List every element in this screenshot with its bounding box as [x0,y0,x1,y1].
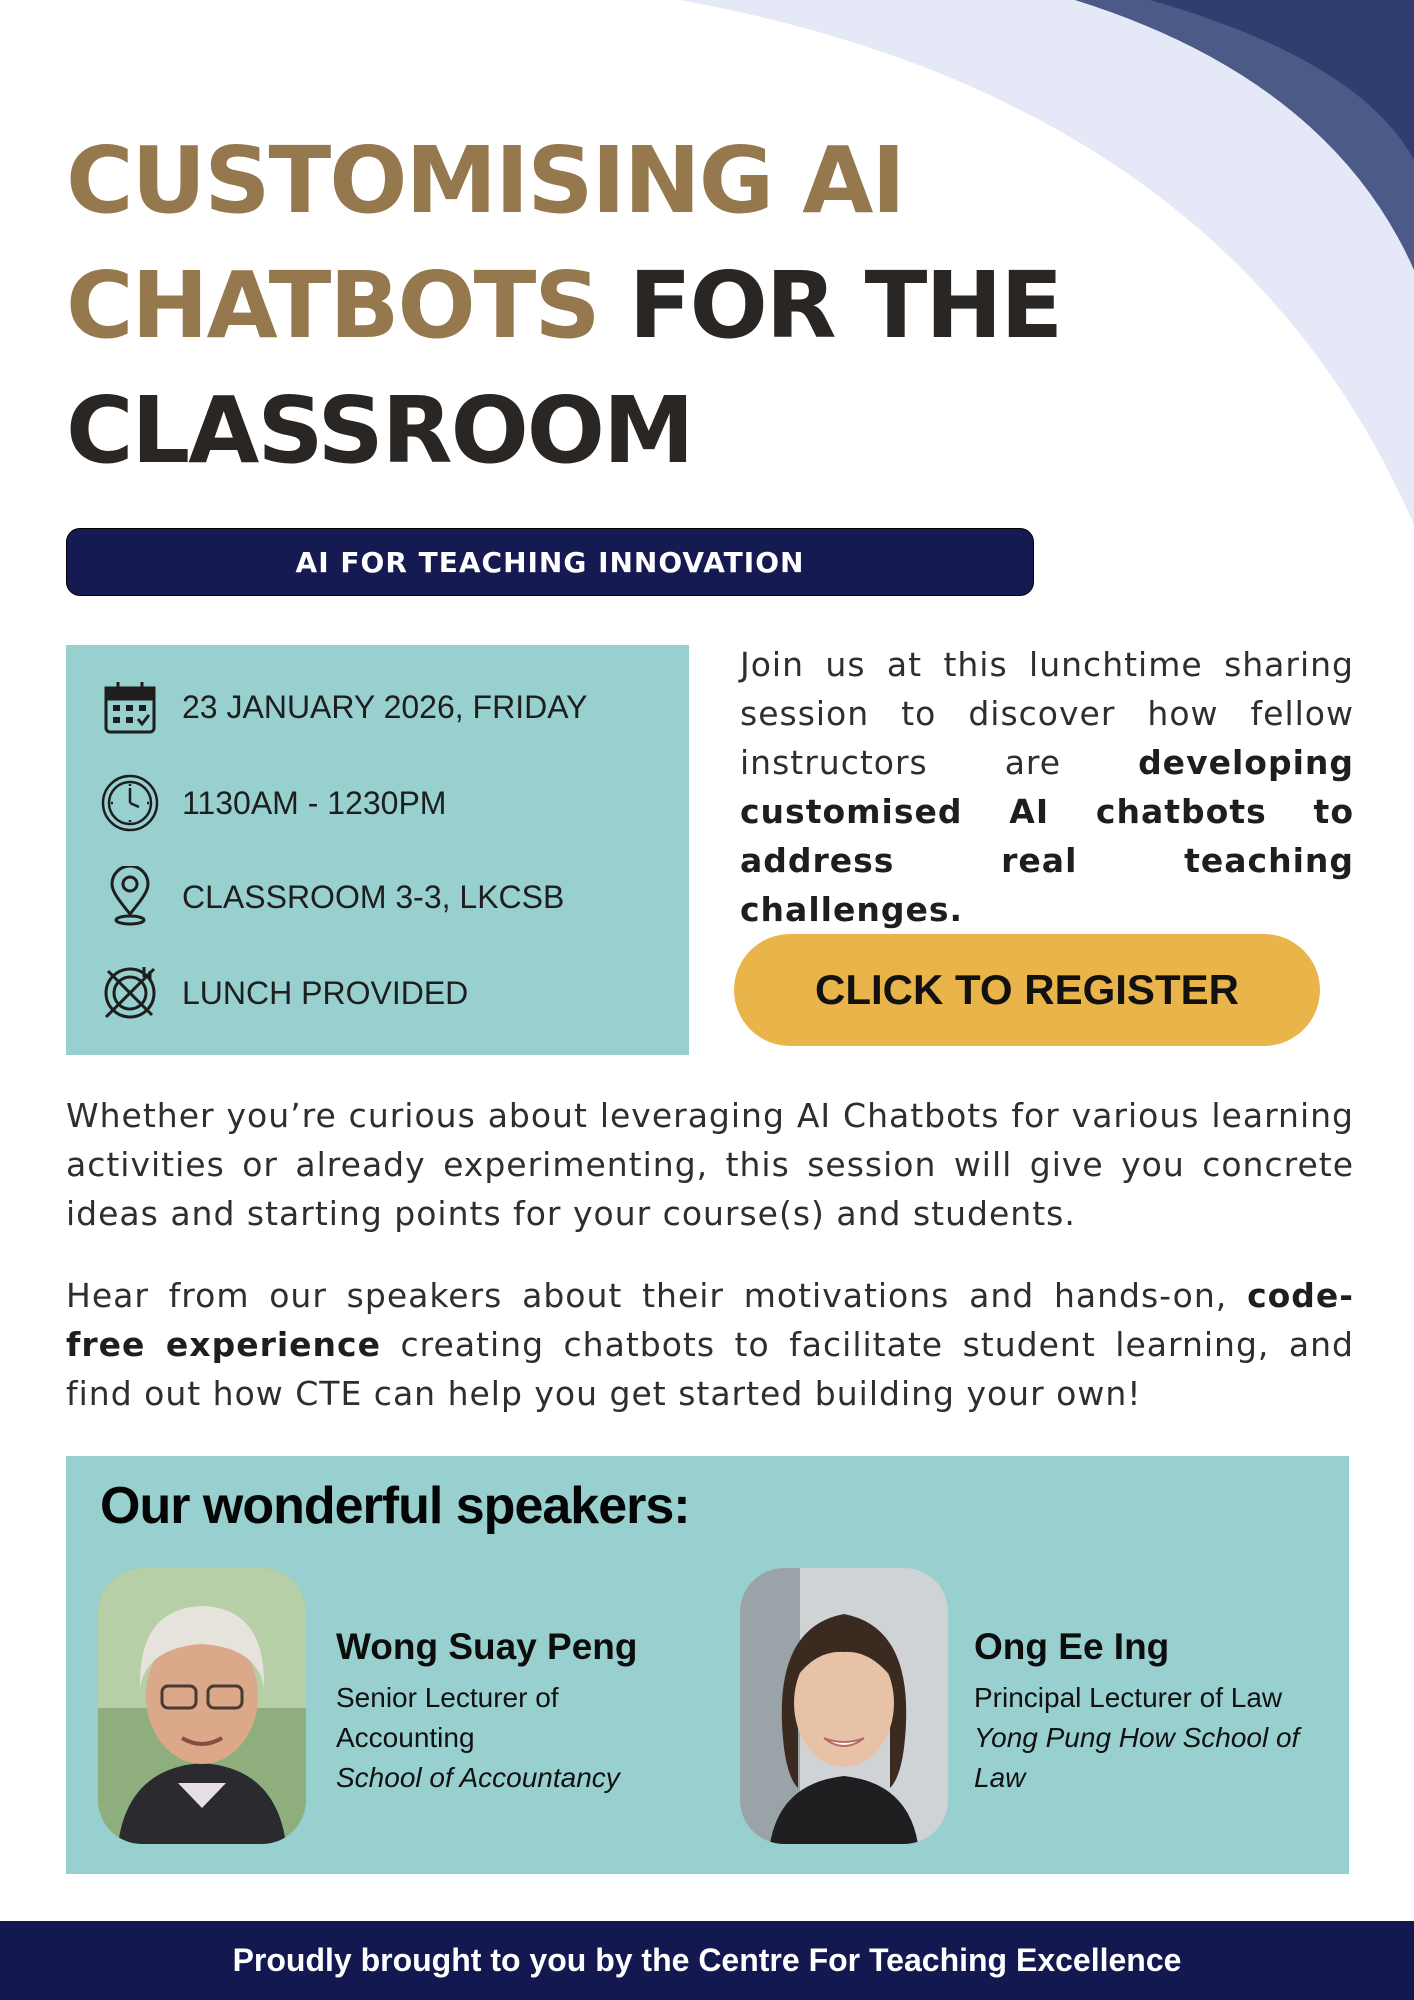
register-button-label: CLICK TO REGISTER [815,966,1239,1013]
speakers-section [66,1456,1349,1874]
calendar-icon [100,677,160,737]
lunch-note: LUNCH PROVIDED [182,974,469,1011]
intro-text: Join us at this lunchtime sharing session to discover how fellow instructors are [740,645,1354,782]
intro-paragraph [740,640,1354,934]
speaker-school: Yong Pung How School of Law [974,1722,1300,1793]
paragraph2-after: creating chatbots to facilitate student learning, and find out how CTE can help you get started building your own! [66,1325,1354,1413]
footer-text: Proudly brought to you by the Centre For Teaching Excellence [232,1942,1182,1978]
paragraph2-before: Hear from our speakers about their motivations and hands-on, [66,1276,1228,1315]
speaker-role: Principal Lecturer of Law [974,1682,1283,1713]
clock-icon [100,773,160,833]
event-time: 1130AM - 1230PM [182,784,447,821]
paragraph2-bold: code-free experience [66,1276,1354,1364]
speaker-card-2 [974,1626,1324,1798]
footer-banner [0,1921,1414,2000]
title-line3: CLASSROOM [66,377,693,484]
tagline-banner [66,528,1034,596]
date-row [100,677,588,737]
location-pin-icon [100,867,160,927]
description-paragraph-2 [66,1271,1354,1418]
register-button[interactable] [734,934,1320,1046]
utensils-icon [100,963,160,1023]
page-title [66,118,1066,493]
event-date: 23 JANUARY 2026, FRIDAY [182,688,588,725]
tagline-text: AI FOR TEACHING INNOVATION [295,545,805,579]
event-details-box [66,645,689,1055]
lunch-row [100,963,468,1023]
speakers-heading: Our wonderful speakers: [100,1477,690,1535]
speaker-role: Senior Lecturer of Accounting [336,1682,559,1753]
speaker-name: Ong Ee Ing [974,1626,1170,1667]
title-line1: CUSTOMISING AI [66,127,904,234]
intro-highlight: developing customised AI chatbots to address real teaching challenges. [740,743,1354,929]
title-line2-gold: CHATBOTS [66,252,599,359]
description-paragraph-1: Whether you’re curious about leveraging AI Chatbots for various learning activities or already experimenting, this session will give you concrete ideas and starting points for your course(s) and students. [66,1096,1354,1233]
speaker-photo-1 [98,1568,306,1844]
speaker-photo-2 [740,1568,948,1844]
venue-row [100,867,564,927]
title-line2-dark: FOR THE [628,252,1062,359]
event-venue: CLASSROOM 3-3, LKCSB [182,878,565,915]
speaker-name: Wong Suay Peng [336,1626,638,1667]
speaker-school: School of Accountancy [336,1762,620,1793]
time-row [100,773,446,833]
speaker-card-1 [336,1626,638,1798]
